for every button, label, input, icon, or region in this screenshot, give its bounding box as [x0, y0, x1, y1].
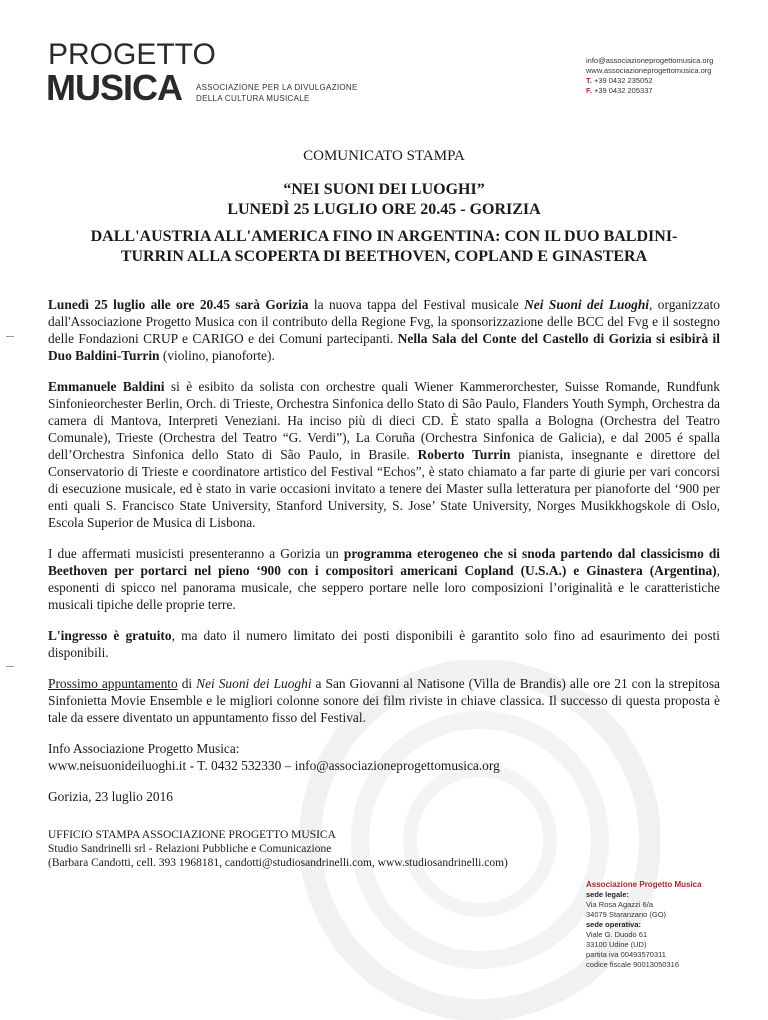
text: , organizzato dall'Associazione Progetto Musica con il contributo della Regione Fvg, la sponsorizzazione delle BCC del Fvg e il sostegno delle Fondazioni CRUP e CARIGO e dei Comuni partecipanti.: [48, 297, 720, 346]
comunicato-heading: COMUNICATO STAMPA: [303, 148, 465, 164]
artist-name: Roberto Turrin: [417, 447, 511, 462]
event-subtitle: [40, 227, 728, 267]
festival-name: Nei Suoni dei Luoghi: [196, 676, 312, 691]
event-title-line2: LUNEDÌ 25 LUGLIO ORE 20.45 - GORIZIA: [227, 201, 541, 218]
event-subtitle-line2: TURRIN ALLA SCOPERTA DI BEETHOVEN, COPLAND E GINASTERA: [120, 248, 648, 265]
text-bold: programma eterogeneo che si snoda partendo dal classicismo di Beethoven per portarci nel pieno ‘900 con i compositori americani Copland (U.S.A.) e Ginastera (Argentina): [48, 546, 720, 578]
footer-legal-heading: sede legale:: [586, 890, 629, 899]
logo-line2: MUSICA: [46, 67, 182, 108]
info-line1: Info Associazione Progetto Musica:: [48, 741, 240, 756]
text-bold: Lunedì 25 luglio alle ore 20.45 sarà Gorizia: [48, 297, 309, 312]
tel-label: T.: [586, 76, 592, 85]
logo-tagline-2: DELLA CULTURA MUSICALE: [196, 94, 310, 103]
press-office-line3: (Barbara Candotti, cell. 393 1968181, candotti@studiosandrinelli.com, www.studiosandrinelli.com): [48, 857, 508, 869]
footer-address: [586, 880, 702, 970]
paragraph-entry: [48, 627, 720, 661]
text: I due affermati musicisti presenteranno a Gorizia un: [48, 546, 344, 561]
footer-org-name: Associazione Progetto Musica: [586, 880, 702, 889]
text: a San Giovanni al Natisone (Villa de Brandis) alle ore 21 con la strepitosa Sinfonietta Movie Ensemble e le migliori colonne sonore dei film riviste in chiave classica. Il successo di questa proposta è tale da essere diventato un appuntamento fisso del Festival.: [48, 676, 720, 725]
text: la nuova tappa del Festival musicale: [308, 297, 525, 312]
progetto-musica-logo: [46, 40, 366, 110]
paragraph-info: [48, 740, 720, 774]
fax-label: F.: [586, 86, 592, 95]
logo-tagline-1: ASSOCIAZIONE PER LA DIVULGAZIONE: [196, 83, 358, 92]
footer-op-line2: 33100 Udine (UD): [586, 940, 647, 949]
footer-piva: partita iva 00493570311: [586, 950, 666, 959]
contact-fax: [586, 86, 713, 96]
press-office-line1: UFFICIO STAMPA ASSOCIAZIONE PROGETTO MUSICA: [48, 829, 336, 841]
event-subtitle-line1: DALL'AUSTRIA ALL'AMERICA FINO IN ARGENTINA: CON IL DUO BALDINI-: [90, 228, 678, 245]
footer-op-line1: Viale G. Duodo 61: [586, 930, 648, 939]
date-line: Gorizia, 23 luglio 2016: [48, 789, 173, 804]
margin-tick: [6, 666, 14, 667]
text: pianista, insegnante e direttore del Conservatorio di Trieste e coordinatore artistico del Festival “Echos”, è stato chiamato a far parte di giurie per vari concorsi di esecuzione musicale, ed è stato in varie occasioni invitato a tenere dei Master sulla letteratura per pianoforte del ‘900 per enti quali S. Francisco State University, Stanford University, S. Jose’ State University, Norges Musikkhogskole di Oslo, Escola Superior de Musica di Lisbona.: [48, 447, 720, 530]
margin-tick: [6, 336, 14, 337]
footer-legal-line1: Via Rosa Agazzi 6/a: [586, 900, 653, 909]
press-release-body: [48, 296, 720, 819]
paragraph-program: [48, 545, 720, 613]
text: si è esibito da solista con orchestre quali Wiener Kammerorchester, Suisse Romande, Rundfunk Sinfonieorchester Berlin, Orch. di Trieste, Orchestra Sinfonica dello Stato di São Paulo, Flanders Youth Symph, Orchestra da camera di Mantova, Interpreti Veneziani. Ha inciso più di dieci CD. È stato spalla a Bologna (Orchestra del Teatro Comunale), Trieste (Orchestra del Teatro “G. Verdi”), La Coruña (Orchestra Sinfonica de Galicia), e dal 2005 é spalla dell’Orchestra Sinfonica dello Stato di São Paulo, in Brasile.: [48, 379, 721, 462]
text: , ma dato il numero limitato dei posti disponibili è garantito solo fino ad esaurimento dei posti disponibili.: [48, 628, 720, 660]
footer-legal-line2: 34079 Staranzano (GO): [586, 910, 667, 919]
event-title: [40, 180, 728, 220]
contact-tel: [586, 76, 713, 86]
text: (violino, pianoforte).: [159, 348, 275, 363]
text-bold: L'ingresso è gratuito: [48, 628, 172, 643]
press-office-line2: Studio Sandrinelli srl - Relazioni Pubbliche e Comunicazione: [48, 843, 332, 855]
footer-op-heading: sede operativa:: [586, 920, 642, 929]
info-line2[interactable]: www.neisuonideiluoghi.it - T. 0432 532330 – info@associazioneprogettomusica.org: [48, 758, 500, 773]
tel-number: +39 0432 235052: [593, 76, 653, 85]
paragraph-artists: [48, 378, 720, 531]
text-bold: Nella Sala del Conte del Castello di Gorizia si esibirà il Duo Baldini-Turrin: [48, 331, 720, 363]
press-office: [48, 828, 508, 870]
contact-email[interactable]: info@associazioneprogettomusica.org: [586, 56, 714, 65]
paragraph-next-event: [48, 675, 720, 726]
paragraph-intro: [48, 296, 720, 364]
text: , esponenti di spicco nel panorama musicale, che seppero portare nelle loro composizioni l’originalità e le caratteristiche musicali tipiche delle proprie terre.: [48, 563, 720, 612]
festival-name: Nei Suoni dei Luoghi: [524, 297, 650, 312]
footer-cf: codice fiscale 90013050316: [586, 960, 679, 969]
text: di: [177, 676, 197, 691]
event-title-line1: “NEI SUONI DEI LUOGHI”: [283, 181, 485, 198]
logo-line1: PROGETTO: [48, 38, 216, 71]
header-contact: [586, 56, 713, 96]
contact-web[interactable]: www.associazioneprogettomusica.org: [586, 66, 712, 75]
artist-name: Emmanuele Baldini: [48, 379, 165, 394]
logo-tagline: [196, 82, 358, 104]
text-underline: Prossimo appuntamento: [48, 676, 178, 691]
fax-number: +39 0432 205337: [593, 86, 653, 95]
